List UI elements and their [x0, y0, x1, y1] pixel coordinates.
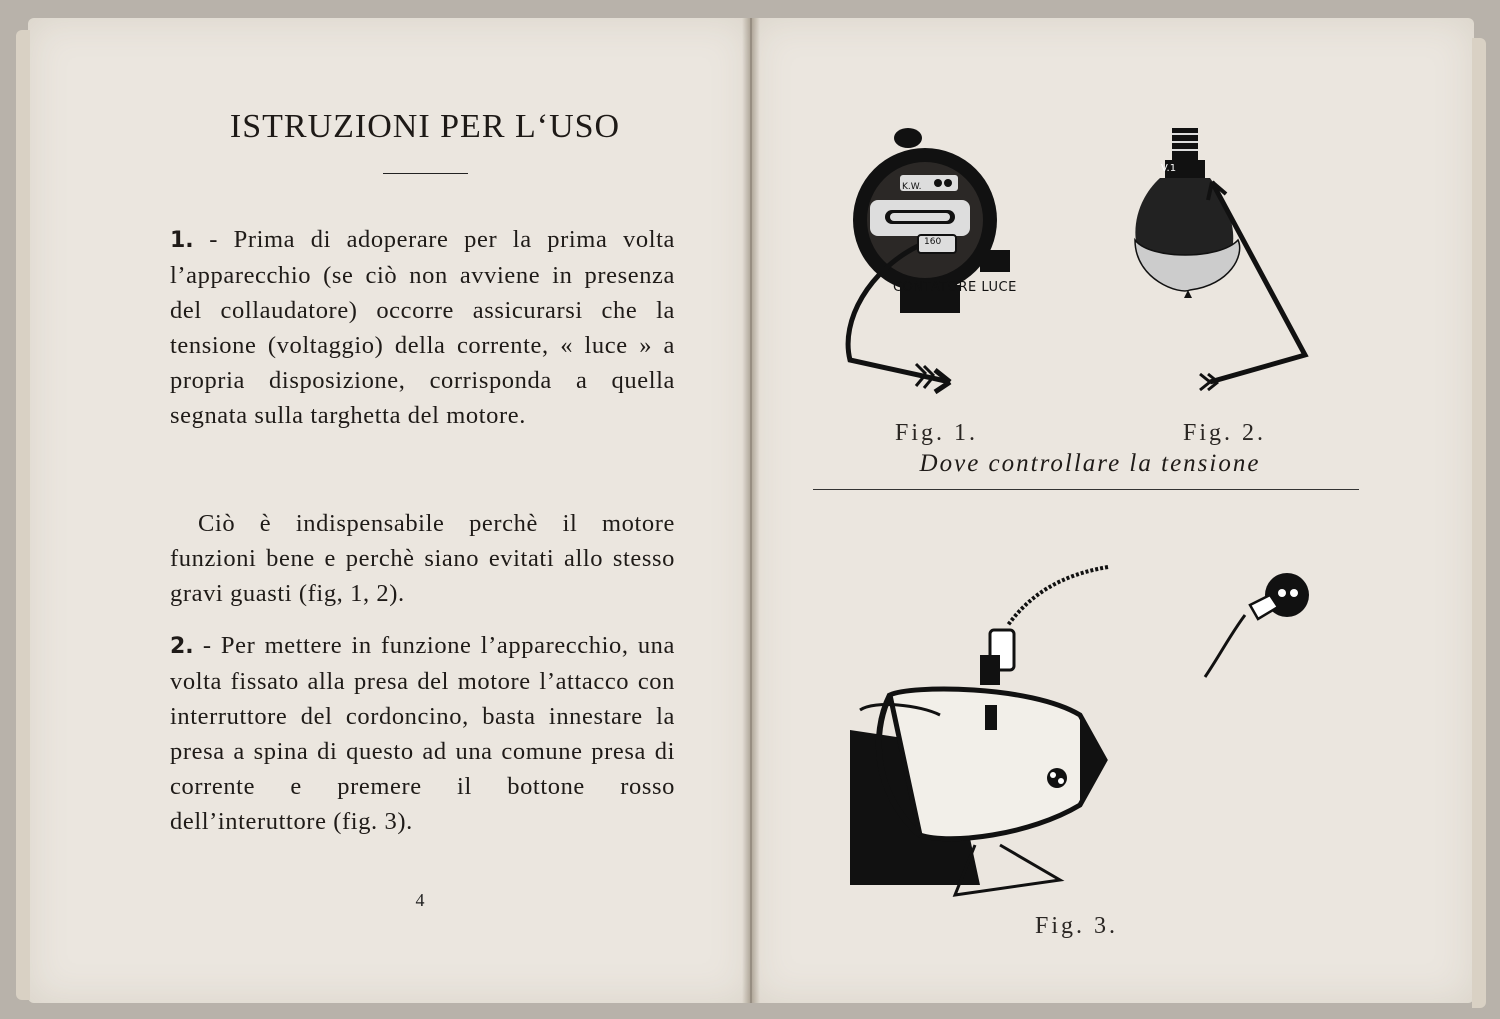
- figure-2-label: Fig. 2.: [1183, 420, 1267, 446]
- instruction-paragraph-3: [170, 628, 675, 839]
- meter-reading: 160: [924, 237, 942, 247]
- section-divider: [813, 489, 1359, 490]
- instruction-text-1: - Prima di adoperare per la prima volta l’apparecchio (se ciò non avviene in presenza del collaudatore) occorre assicurarsi che la tensione (voltaggio) della corrente, « luce » a propria disposizione, corrisponda a quella segnata sulla targhetta del motore.: [170, 226, 675, 429]
- meter-dial-label: K.W.: [902, 182, 922, 192]
- figure-1-label: Fig. 1.: [895, 420, 979, 446]
- instruction-text-2: Ciò è indispensabile perchè il motore funzioni bene e perchè siano evitati allo stesso gravi guasti (fig, 1, 2).: [170, 510, 675, 607]
- instruction-number-1: 1.: [170, 228, 194, 253]
- instruction-paragraph-1: [170, 222, 675, 433]
- figure-3-label: Fig. 3.: [1035, 913, 1119, 939]
- page-title: ISTRUZIONI PER L‘USO: [229, 108, 621, 145]
- bulb-voltage-label: V.1: [1161, 163, 1177, 174]
- instruction-text-3: - Per mettere in funzione l’apparecchio, una volta fissato alla presa del motore l’attacco con interruttore del cordoncino, basta innestare la presa a spina di questo ad una comune presa di corrente e premere il bottone rosso dell’interuttore (fig. 3).: [170, 632, 675, 835]
- instruction-paragraph-2: [170, 506, 675, 611]
- meter-label: CONTATORE LUCE: [893, 280, 1017, 295]
- instruction-number-2: 2.: [170, 634, 194, 659]
- light-bulb-illustration: [1120, 120, 1320, 410]
- title-divider: [383, 173, 468, 174]
- figure-caption: Dove controllare la tensione: [919, 450, 1261, 477]
- electricity-meter-illustration: [830, 120, 1070, 400]
- page-number: 4: [415, 890, 425, 910]
- book-spine: [742, 18, 760, 1003]
- motor-plug-illustration: [830, 555, 1330, 905]
